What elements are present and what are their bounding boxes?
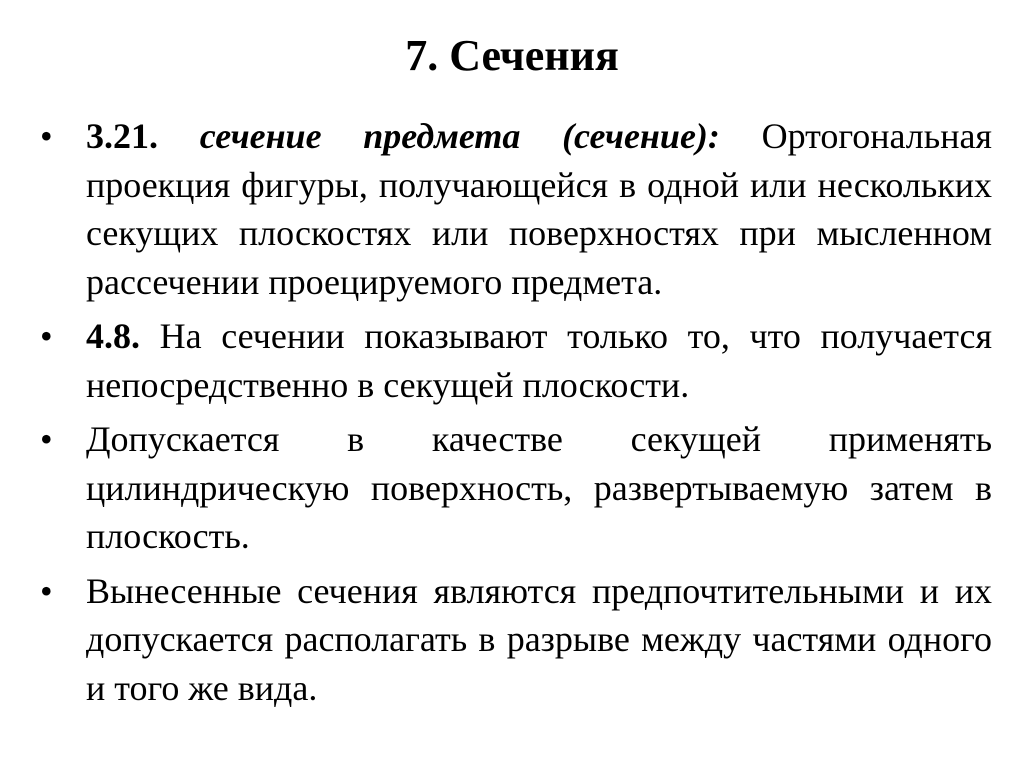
bullet-icon: •: [40, 419, 53, 459]
item-text: Ортогональная проекция фигуры, получающейся в одной или нескольких секущих плоскостях или поверхностях при мысленном рассечении проецируемого предмета.: [86, 116, 992, 302]
clause-number: 4.8.: [86, 316, 140, 356]
defined-term: сечение предмета (сечение):: [199, 116, 720, 156]
item-text: Допускается в качестве секущей применять цилиндрическую поверхность, развертываемую затем в плоскость.: [86, 419, 992, 556]
list-item: [40, 415, 992, 561]
bullet-icon: •: [40, 570, 53, 611]
list-item: [40, 312, 992, 409]
bullet-icon: •: [40, 116, 53, 156]
list-item: [40, 112, 992, 306]
clause-number: 3.21.: [86, 116, 158, 156]
bullet-icon: •: [40, 316, 53, 356]
item-text: Вынесенные сечения являются предпочтительными и их допускается располагать в разрыве между частями одного и того же вида.: [86, 570, 992, 708]
bullet-list: [40, 112, 992, 712]
slide-title: 7. Сечения: [405, 31, 619, 80]
item-text: На сечении показывают только то, что получается непосредственно в секущей плоскости.: [86, 316, 993, 405]
list-item: [40, 567, 992, 713]
